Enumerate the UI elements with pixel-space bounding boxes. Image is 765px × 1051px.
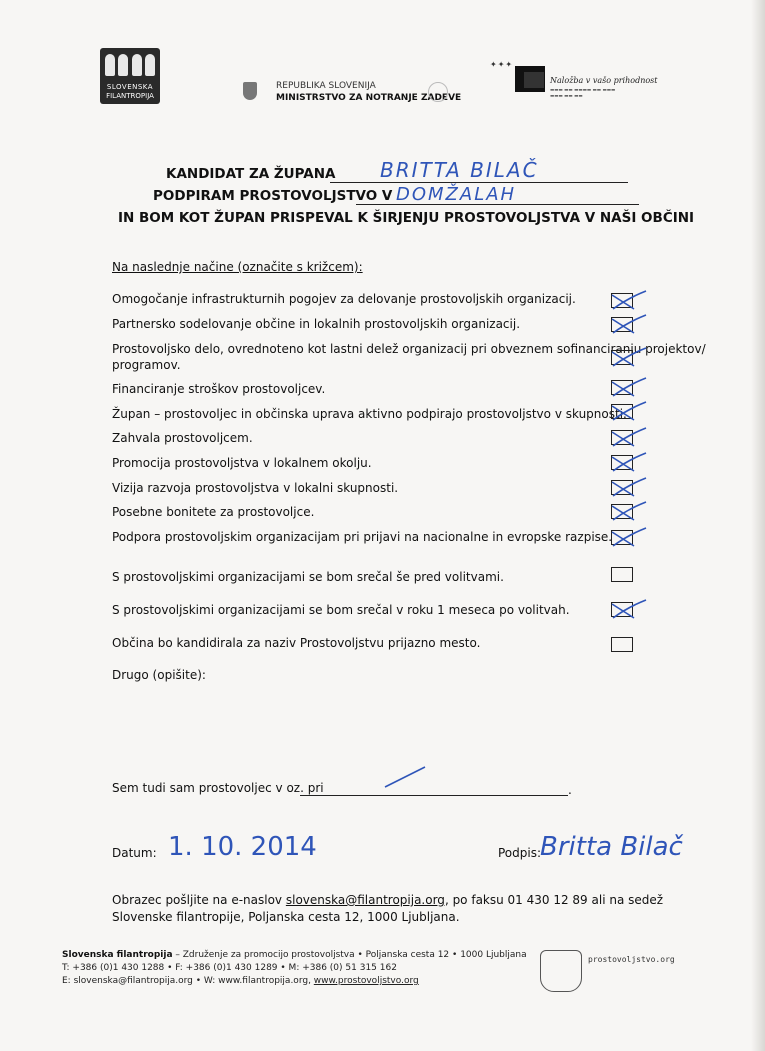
- logo-line1: SLOVENSKA: [106, 83, 154, 91]
- instructions: Na naslednje načine (označite s križcem):: [112, 260, 363, 274]
- footer-line1: [62, 950, 527, 960]
- hands-logo-icon: [540, 950, 582, 992]
- date-label: Datum:: [112, 846, 157, 860]
- checkbox-9[interactable]: [611, 504, 633, 519]
- item-text-12: S prostovoljskimi organizacijami se bom srečal v roku 1 meseca po volitvah.: [112, 603, 570, 617]
- slovenia-crest-icon: [243, 82, 257, 100]
- checkbox-7[interactable]: [611, 455, 633, 470]
- checkbox-12[interactable]: [611, 602, 633, 617]
- date-value[interactable]: 1. 10. 2014: [168, 832, 317, 862]
- item-text-6: Zahvala prostovoljcem.: [112, 431, 253, 445]
- candidate-name-line: [330, 182, 628, 183]
- item-text-4: Financiranje stroškov prostovoljcev.: [112, 382, 326, 396]
- item-text-7: Promocija prostovoljstva v lokalnem okolju.: [112, 456, 372, 470]
- checkbox-1[interactable]: [611, 293, 633, 308]
- eu-slogan: Naložba v vašo prihodnost: [550, 76, 658, 85]
- volunteer-line[interactable]: [300, 795, 568, 796]
- item-text-9: Posebne bonitete za prostovoljce.: [112, 505, 315, 519]
- footer-website-link[interactable]: www.prostovoljstvo.org: [313, 976, 419, 986]
- checkbox-10[interactable]: [611, 530, 633, 545]
- eu-fineprint-icon-2: ▬▬▬ ▬▬ ▬▬: [550, 94, 583, 99]
- signature-label: Podpis:: [498, 846, 542, 860]
- footer-line1-rest: – Združenje za promocijo prostovoljstva • Poljanska cesta 12 • 1000 Ljubljana: [172, 950, 527, 960]
- logo-figures-icon: [105, 54, 155, 80]
- other-label: Drugo (opišite):: [112, 668, 206, 682]
- eu-flag-icon: [515, 66, 545, 92]
- footer-line3-prefix: E: slovenska@filantropija.org • W: www.filantropija.org,: [62, 976, 314, 986]
- item-text-3: Prostovoljsko delo, ovrednoteno kot lastni delež organizacij pri obveznem sofinanciranju projektov/: [112, 342, 706, 356]
- item-text-5: Župan – prostovoljec in občinska uprava aktivno podpirajo prostovoljstvo v skupnosti.: [112, 407, 627, 421]
- check-cross-icon: [608, 595, 648, 625]
- municipality-name[interactable]: DOMŽALAH: [396, 184, 517, 205]
- checkbox-5[interactable]: [611, 404, 633, 419]
- check-cross-icon: [608, 343, 648, 373]
- title-line2: PODPIRAM PROSTOVOLJSTVO V: [153, 188, 393, 204]
- item-text-1: Omogočanje infrastrukturnih pogojev za delovanje prostovoljskih organizacij.: [112, 292, 576, 306]
- title-line3: IN BOM KOT ŽUPAN PRISPEVAL K ŠIRJENJU PROSTOVOLJSTVA V NAŠI OBČINI: [118, 210, 695, 226]
- send-suffix: , po faksu 01 430 12 89 ali na sedež Slovenske filantropije, Poljanska cesta 12, 1000 Ljubljana.: [112, 893, 664, 924]
- item-text-3b: programov.: [112, 358, 181, 372]
- checkbox-8[interactable]: [611, 480, 633, 495]
- prostovoljstvo-logo-text: prostovoljstvo.org: [588, 955, 675, 964]
- logo-line2: FILANTROPIJA: [106, 92, 154, 100]
- item-text-10: Podpora prostovoljskim organizacijam pri prijavi na nacionalne in evropske razpise.: [112, 530, 613, 544]
- circle-stamp-icon: [428, 82, 448, 102]
- footer-line2: T: +386 (0)1 430 1288 • F: +386 (0)1 430 1289 • M: +386 (0) 51 315 162: [62, 963, 397, 973]
- send-prefix: Obrazec pošljite na e-naslov: [112, 893, 286, 907]
- checkbox-2[interactable]: [611, 317, 633, 332]
- volunteer-label: Sem tudi sam prostovoljec v oz. pri: [112, 781, 324, 795]
- ministry-line1: REPUBLIKA SLOVENIJA: [276, 81, 376, 91]
- eu-stars-icon: ✦✦✦: [490, 60, 514, 69]
- volunteer-period: .: [568, 783, 572, 797]
- send-email-link[interactable]: slovenska@filantropija.org: [285, 893, 445, 907]
- send-instructions: [112, 892, 672, 926]
- page-edge-shadow: [751, 0, 765, 1051]
- footer-org: Slovenska filantropija: [62, 950, 173, 960]
- ministry-line2: MINISTRSTVO ZA NOTRANJE ZADEVE: [276, 93, 462, 103]
- checkbox-4[interactable]: [611, 380, 633, 395]
- item-text-13: Občina bo kandidirala za naziv Prostovoljstvu prijazno mesto.: [112, 636, 481, 650]
- check-cross-icon: [608, 523, 648, 553]
- checkbox-11[interactable]: [611, 567, 633, 582]
- item-text-11: S prostovoljskimi organizacijami se bom srečal še pred volitvami.: [112, 570, 504, 584]
- check-cross-icon: [608, 310, 648, 340]
- checkbox-13[interactable]: [611, 637, 633, 652]
- slovenska-filantropija-logo: [100, 48, 160, 104]
- checkbox-3[interactable]: [611, 350, 633, 365]
- volunteer-dash-mark-icon: [380, 762, 430, 792]
- signature-value[interactable]: Britta Bilač: [540, 832, 683, 862]
- item-text-2: Partnersko sodelovanje občine in lokalnih prostovoljskih organizacij.: [112, 317, 521, 331]
- title-line1: KANDIDAT ZA ŽUPANA: [166, 166, 336, 182]
- eu-fineprint-icon: ▬▬▬ ▬▬ ▬▬▬▬ ▬▬ ▬▬▬: [550, 88, 616, 93]
- footer-line3: [62, 976, 419, 986]
- item-text-8: Vizija razvoja prostovoljstva v lokalni skupnosti.: [112, 481, 399, 495]
- checkbox-6[interactable]: [611, 430, 633, 445]
- candidate-name[interactable]: BRITTA BILAČ: [380, 158, 539, 182]
